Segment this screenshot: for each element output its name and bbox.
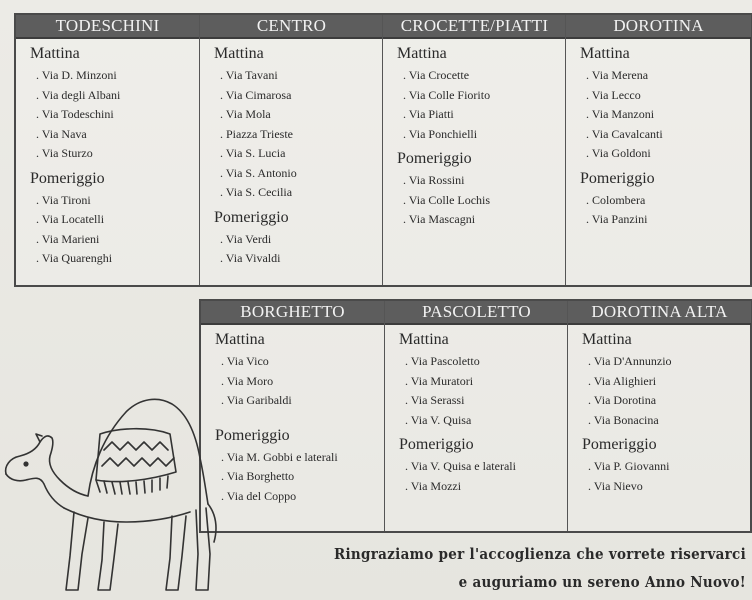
street-item: . Via M. Gobbi e laterali	[215, 448, 384, 468]
street-item: . Via Pascoletto	[399, 352, 568, 372]
street-item: . Via Tavani	[214, 66, 383, 86]
morning-label: Mattina	[397, 45, 447, 62]
street-item: . Via Ponchielli	[397, 125, 566, 145]
afternoon-section	[568, 436, 751, 496]
zone-header: DOROTINA	[566, 15, 751, 39]
afternoon-section	[385, 436, 568, 496]
street-item: . Via Mascagni	[397, 210, 566, 230]
street-item: . Via D'Annunzio	[582, 352, 751, 372]
closing-line-1: Ringraziamo per l'accoglienza che vorrete riservarci	[333, 545, 746, 563]
morning-label: Mattina	[582, 331, 632, 348]
street-item: . Via del Coppo	[215, 487, 384, 507]
street-item: . Via Vivaldi	[214, 249, 383, 269]
street-item: . Via Piatti	[397, 105, 566, 125]
closing-message	[334, 540, 746, 596]
morning-section	[568, 331, 751, 430]
street-item: . Via Marieni	[30, 230, 199, 250]
street-item: . Colombera	[580, 191, 751, 211]
street-item: . Via S. Cecilia	[214, 183, 383, 203]
street-item: . Via Manzoni	[580, 105, 751, 125]
street-item: . Via P. Giovanni	[582, 457, 751, 477]
morning-label: Mattina	[214, 45, 264, 62]
zone-column	[567, 301, 751, 531]
street-item: . Via Moro	[215, 372, 384, 392]
street-item: . Via Dorotina	[582, 391, 751, 411]
zone-header: PASCOLETTO	[385, 301, 568, 325]
zone-column	[16, 15, 199, 285]
street-item: . Via Todeschini	[30, 105, 199, 125]
street-item: . Via Mozzi	[399, 477, 568, 497]
morning-label: Mattina	[30, 45, 80, 62]
street-item: . Via Sturzo	[30, 144, 199, 164]
street-item: . Via Verdi	[214, 230, 383, 250]
street-item: . Via Tironi	[30, 191, 199, 211]
afternoon-label: Pomeriggio	[214, 208, 289, 226]
afternoon-section	[16, 170, 199, 269]
street-item: . Via Quarenghi	[30, 249, 199, 269]
street-item: . Via Bonacina	[582, 411, 751, 431]
afternoon-section	[200, 209, 383, 269]
street-item: . Via Colle Lochis	[397, 191, 566, 211]
street-item: . Via Panzini	[580, 210, 751, 230]
street-item: . Via Cimarosa	[214, 86, 383, 106]
street-item: . Via Goldoni	[580, 144, 751, 164]
afternoon-label: Pomeriggio	[30, 169, 105, 187]
street-item: . Via Borghetto	[215, 467, 384, 487]
street-item: . Via V. Quisa e laterali	[399, 457, 568, 477]
zone-header: DOROTINA ALTA	[568, 301, 751, 325]
street-item: . Via Colle Fiorito	[397, 86, 566, 106]
street-item: . Via Rossini	[397, 171, 566, 191]
morning-section	[200, 45, 383, 203]
zone-header: CENTRO	[200, 15, 383, 39]
zone-column	[565, 15, 751, 285]
afternoon-section	[566, 170, 751, 230]
zone-column	[199, 15, 383, 285]
bottom-schedule-table	[199, 299, 752, 533]
street-item: . Via Cavalcanti	[580, 125, 751, 145]
street-item: . Via S. Antonio	[214, 164, 383, 184]
street-item: . Via Locatelli	[30, 210, 199, 230]
afternoon-label: Pomeriggio	[399, 436, 474, 453]
camel-drawing-icon	[0, 376, 240, 600]
morning-section	[385, 331, 568, 430]
morning-section	[16, 45, 199, 164]
street-item: . Via Nava	[30, 125, 199, 145]
afternoon-label: Pomeriggio	[582, 436, 657, 453]
street-item: . Via Garibaldi	[215, 391, 384, 411]
street-item: . Via Serassi	[399, 391, 568, 411]
zone-header: BORGHETTO	[201, 301, 384, 325]
street-item: . Via S. Lucia	[214, 144, 383, 164]
street-item: . Via degli Albani	[30, 86, 199, 106]
street-item: . Via Muratori	[399, 372, 568, 392]
zone-header: TODESCHINI	[16, 15, 199, 39]
street-item: . Via Vico	[215, 352, 384, 372]
street-item: . Via Lecco	[580, 86, 751, 106]
street-item: . Via V. Quisa	[399, 411, 568, 431]
closing-line-2: e auguriamo un sereno Anno Nuovo!	[458, 573, 746, 591]
street-item: . Via Mola	[214, 105, 383, 125]
morning-label: Mattina	[580, 45, 630, 62]
top-schedule-table	[14, 13, 752, 287]
morning-section	[566, 45, 751, 164]
street-item: . Piazza Trieste	[214, 125, 383, 145]
zone-column	[384, 301, 568, 531]
afternoon-section	[383, 150, 566, 230]
street-item: . Via Nievo	[582, 477, 751, 497]
street-item: . Via D. Minzoni	[30, 66, 199, 86]
street-item: . Via Merena	[580, 66, 751, 86]
afternoon-label: Pomeriggio	[215, 426, 290, 444]
zone-header: CROCETTE/PIATTI	[383, 15, 566, 39]
afternoon-label: Pomeriggio	[580, 169, 655, 187]
street-item: . Via Crocette	[397, 66, 566, 86]
morning-section	[383, 45, 566, 144]
street-item: . Via Alighieri	[582, 372, 751, 392]
afternoon-label: Pomeriggio	[397, 150, 472, 167]
morning-label: Mattina	[215, 331, 265, 348]
zone-column	[382, 15, 566, 285]
morning-label: Mattina	[399, 331, 449, 348]
